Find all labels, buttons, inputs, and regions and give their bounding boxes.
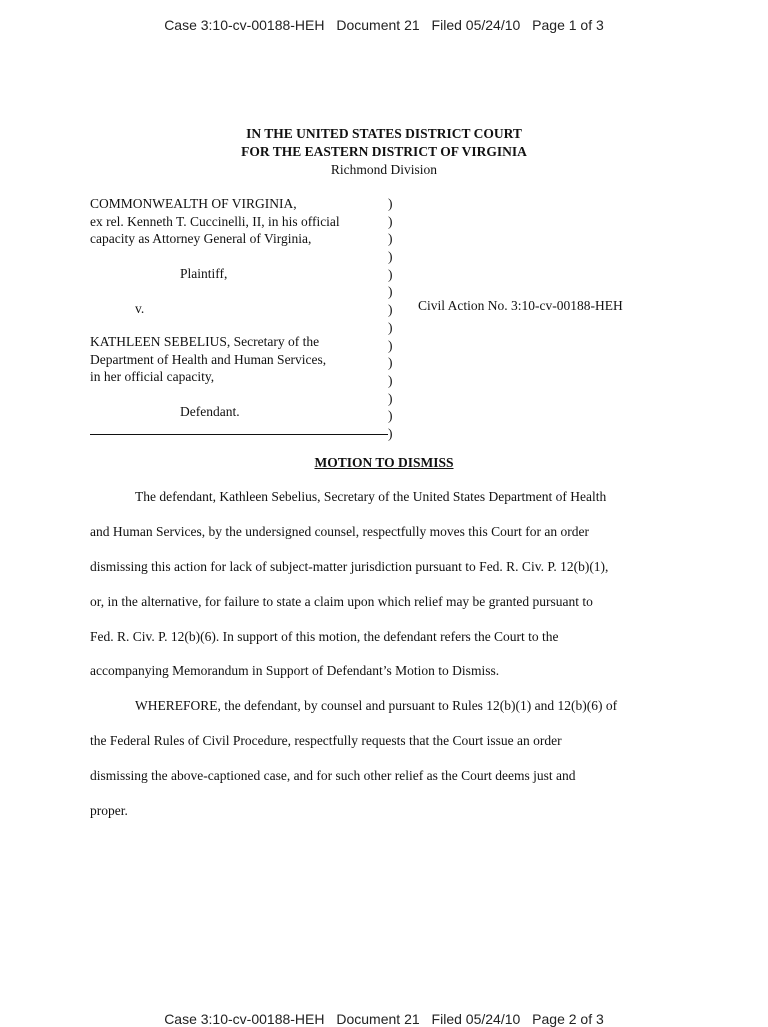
defendant-line: in her official capacity, — [90, 369, 215, 385]
paragraph1-line: or, in the alternative, for failure to state a claim upon which relief may be granted pursuant to — [90, 593, 593, 609]
page-number: Page 1 of 3 — [532, 17, 604, 33]
plaintiff-line: capacity as Attorney General of Virginia, — [90, 231, 312, 247]
plaintiff-line: COMMONWEALTH OF VIRGINIA, — [90, 196, 297, 211]
paragraph2-line: dismissing the above-captioned case, and for such other relief as the Court deems just and — [90, 768, 576, 784]
defendant-label: Defendant. — [180, 404, 240, 419]
paragraph1-line: accompanying Memorandum in Support of Defendant’s Motion to Dismiss. — [90, 663, 500, 679]
versus-label: v. — [135, 301, 145, 316]
caption-paren: ) — [388, 266, 393, 282]
caption-paren-column — [388, 195, 393, 443]
caption-paren: ) — [388, 213, 393, 229]
caption-paren: ) — [388, 302, 393, 318]
filed-date: Filed 05/24/10 — [431, 1011, 521, 1027]
caption-paren: ) — [388, 390, 393, 406]
page-number: Page 2 of 3 — [532, 1011, 604, 1027]
court-heading-line2: FOR THE EASTERN DISTRICT OF VIRGINIA — [241, 144, 527, 159]
paragraph1-line: dismissing this action for lack of subject-matter jurisdiction pursuant to Fed. R. Civ. P. 12(b)(1), — [90, 558, 609, 574]
caption-paren: ) — [388, 408, 393, 424]
caption-paren: ) — [388, 355, 393, 371]
court-division: Richmond Division — [330, 162, 438, 177]
caption-paren: ) — [388, 249, 393, 265]
caption-paren: ) — [388, 231, 393, 247]
caption-paren: ) — [388, 196, 393, 211]
case-number: Case 3:10-cv-00188-HEH — [164, 1011, 325, 1027]
court-heading — [0, 125, 768, 179]
case-number: Case 3:10-cv-00188-HEH — [164, 17, 325, 33]
caption-underline — [90, 434, 388, 435]
court-heading-line1: IN THE UNITED STATES DISTRICT COURT — [246, 126, 522, 141]
paragraph1-line: and Human Services, by the undersigned counsel, respectfully moves this Court for an order — [90, 523, 589, 539]
plaintiff-block — [90, 195, 340, 248]
paragraph2-line: the Federal Rules of Civil Procedure, respectfully requests that the Court issue an order — [90, 733, 562, 749]
caption-paren: ) — [388, 284, 393, 300]
plaintiff-line: ex rel. Kenneth T. Cuccinelli, II, in his official — [90, 213, 340, 229]
caption-paren: ) — [388, 372, 393, 388]
defendant-line: Department of Health and Human Services, — [90, 351, 327, 367]
motion-body — [90, 480, 680, 829]
caption-paren: ) — [388, 337, 393, 353]
paragraph2-line: proper. — [90, 803, 128, 819]
civil-action-number: Civil Action No. 3:10-cv-00188-HEH — [418, 298, 623, 313]
paragraph2-line: WHEREFORE, the defendant, by counsel and pursuant to Rules 12(b)(1) and 12(b)(6) of — [135, 698, 618, 714]
paragraph1-line: The defendant, Kathleen Sebelius, Secretary of the United States Department of Health — [135, 489, 607, 504]
document-number: Document 21 — [336, 1011, 420, 1027]
page-header — [0, 17, 768, 33]
caption-paren: ) — [388, 319, 393, 335]
filed-date: Filed 05/24/10 — [431, 17, 521, 33]
motion-title: MOTION TO DISMISS — [314, 455, 454, 470]
defendant-line: KATHLEEN SEBELIUS, Secretary of the — [90, 334, 320, 349]
defendant-block — [90, 333, 326, 386]
next-page-header — [0, 1011, 768, 1027]
paragraph1-line: Fed. R. Civ. P. 12(b)(6). In support of this motion, the defendant refers the Court to the — [90, 628, 559, 644]
plaintiff-label: Plaintiff, — [180, 266, 228, 281]
caption-paren: ) — [388, 425, 393, 441]
document-number: Document 21 — [336, 17, 420, 33]
